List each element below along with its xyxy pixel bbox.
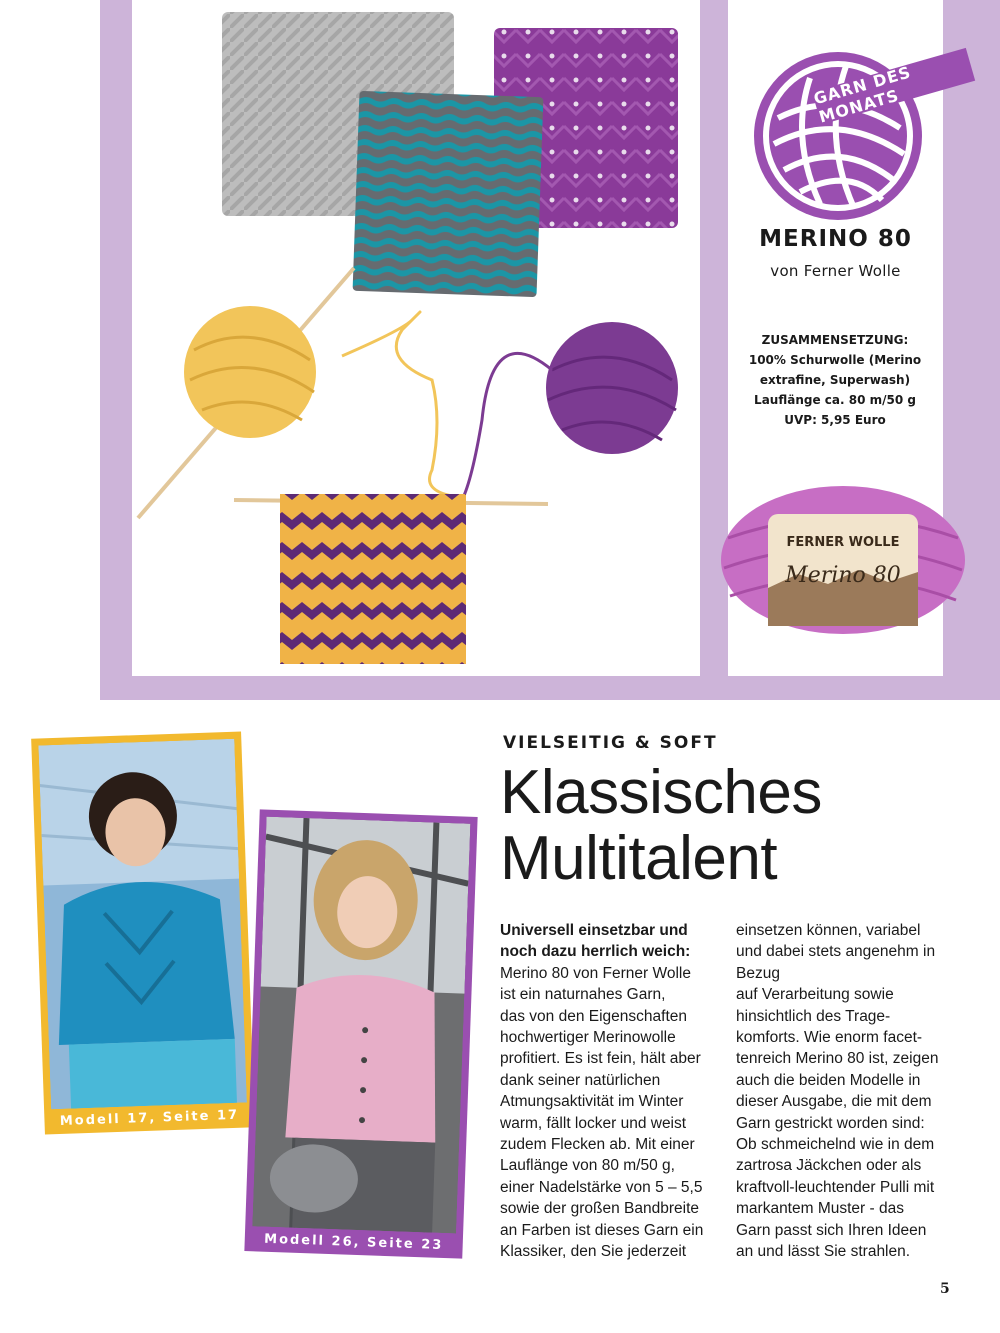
article-headline — [500, 760, 970, 892]
text-line: Garn gestrickt worden sind: — [736, 1114, 925, 1132]
text-line: dank seiner natürlichen — [500, 1071, 661, 1089]
text-line: an Farben ist dieses Garn ein — [500, 1221, 704, 1239]
text-line: und dabei stets angenehm in — [736, 943, 936, 961]
text-line: hinsichtlich des Trage- — [736, 1007, 891, 1025]
text-line: komforts. Wie enorm facet- — [736, 1029, 923, 1047]
spec-line: 100% Schurwolle (Merino — [748, 353, 922, 367]
spec-line: extrafine, Superwash) — [759, 373, 911, 387]
text-line: markantem Muster - das — [736, 1200, 904, 1218]
article-column-2 — [736, 920, 958, 1263]
badge-ribbon: GARN DES MONATS — [812, 48, 975, 125]
text-line: ist ein naturnahes Garn, — [500, 986, 666, 1004]
text-line: Ob schmeichelnd wie in dem — [736, 1136, 935, 1154]
text-line: auch die beiden Modelle in — [736, 1071, 921, 1089]
yarn-skein-image — [718, 478, 968, 638]
text-line: kraftvoll-leuchtender Pulli mit — [736, 1178, 935, 1196]
text-line: einer Nadelstärke von 5 – 5,5 — [500, 1178, 703, 1196]
text-line: hochwertiger Merinowolle — [500, 1029, 676, 1047]
spec-line: Lauflänge ca. 80 m/50 g — [754, 393, 916, 407]
text-line: warm, fällt locker und weist — [500, 1114, 687, 1132]
headline-line: Klassisches — [500, 758, 822, 827]
spec-line: UVP: 5,95 Euro — [784, 413, 886, 427]
skein-label-brand: FERNER WOLLE — [786, 535, 900, 550]
model-sweater-illustration — [38, 739, 247, 1110]
band-border-bottom — [100, 676, 1000, 700]
text-line: Lauflänge von 80 m/50 g, — [500, 1157, 675, 1175]
product-specifications — [740, 330, 930, 430]
page-number: 5 — [940, 1281, 950, 1297]
text-line: an und lässt Sie strahlen. — [736, 1243, 911, 1261]
text-line: zartrosa Jäckchen oder als — [736, 1157, 922, 1175]
band-border-left — [100, 0, 132, 700]
text-line: auf Verarbeitung sowie — [736, 986, 894, 1004]
text-line: tenreich Merino 80 ist, zeigen — [736, 1050, 939, 1068]
product-subtitle: von Ferner Wolle — [770, 262, 901, 280]
text-line: Atmungsaktivität im Winter — [500, 1093, 684, 1111]
article-kicker: VIELSEITIG & SOFT — [503, 733, 718, 753]
text-line: einsetzen können, variabel — [736, 922, 921, 939]
text-line: Merino 80 von Ferner Wolle — [500, 964, 691, 982]
text-line: Garn passt sich Ihren Ideen — [736, 1221, 927, 1239]
headline-line: Multitalent — [500, 824, 778, 893]
skein-label-name: Merino 80 — [785, 563, 901, 588]
model-caption-left: Modell 17, Seite 17 — [59, 1107, 240, 1130]
article-column-1 — [500, 920, 722, 1263]
lead-line: noch dazu herrlich weich: — [500, 943, 691, 961]
text-line: Bezug — [736, 964, 780, 982]
knitted-swatches-image — [132, 0, 700, 676]
model-caption-right: Modell 26, Seite 23 — [263, 1231, 444, 1253]
model-photo-image — [38, 739, 247, 1110]
lead-line: Universell einsetzbar und — [500, 922, 688, 939]
product-title: MERINO 80 — [759, 226, 912, 252]
text-line: sowie der großen Bandbreite — [500, 1200, 700, 1218]
text-line: das von den Eigenschaften — [500, 1007, 687, 1025]
text-line: profitiert. Es ist fein, hält aber — [500, 1050, 701, 1068]
spec-line: ZUSAMMENSETZUNG: — [761, 333, 909, 347]
text-line: zudem Flecken ab. Mit einer — [500, 1136, 695, 1154]
model-photo-image — [252, 817, 470, 1234]
text-line: dieser Ausgabe, die mit dem — [736, 1093, 932, 1111]
model-photo-cardigan — [244, 809, 477, 1258]
model-cardigan-illustration — [252, 817, 470, 1234]
model-photo-sweater — [31, 731, 255, 1134]
text-line: Klassiker, den Sie jederzeit — [500, 1243, 687, 1261]
